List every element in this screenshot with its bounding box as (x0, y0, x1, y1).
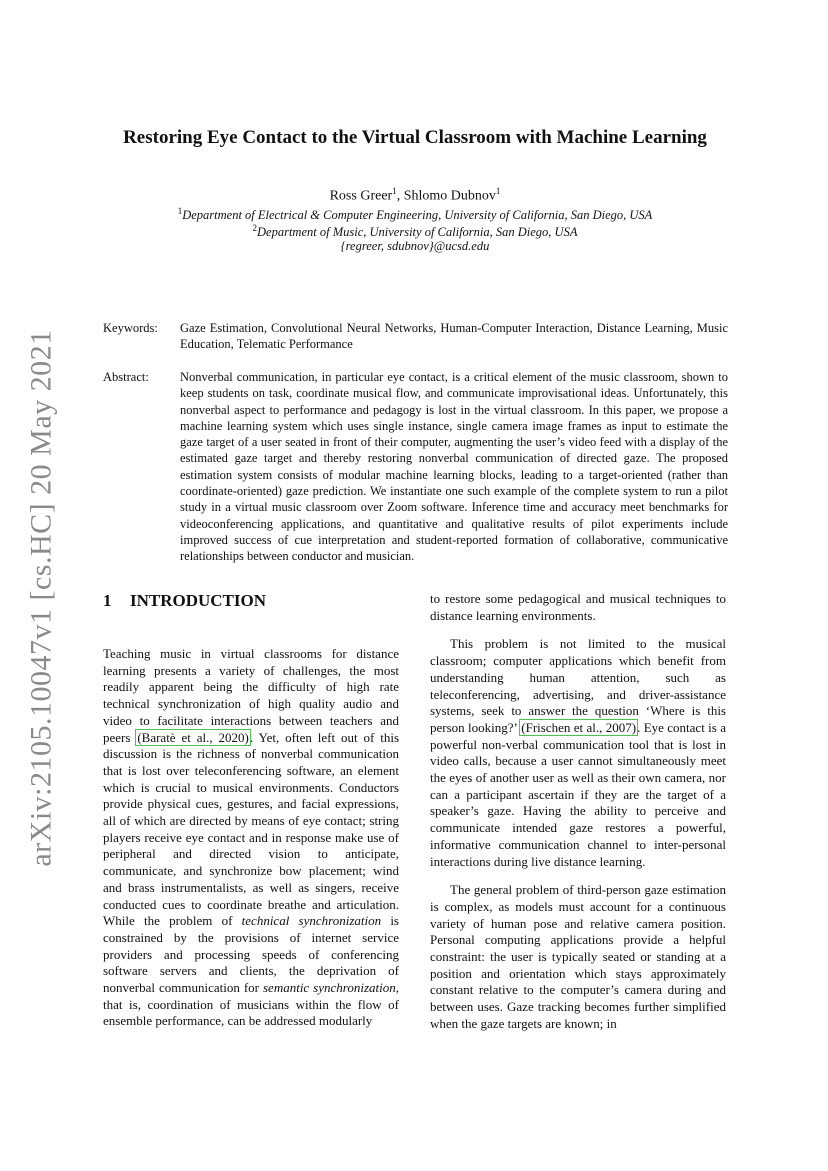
intro-paragraph-1 (103, 646, 399, 1030)
intro-paragraph-continued: to restore some pedagogical and musical techniques to distance learning environments. (430, 591, 726, 623)
citation-link[interactable]: (Baratè et al., 2020) (137, 729, 249, 745)
author-name: Shlomo Dubnov (403, 188, 496, 204)
paragraph-text: . Yet, often left out of this discussion is the richness of nonverbal communication that is lost over teleconferencing software, an element which is crucial to musical environments. Conductors provide physical cues, gestures, and facial expressions, all of which are directed by means of eye contact; string players receive eye contact and in response make use of peripheral and directed vision to anticipate, communicate, and synchronize bow placement; wind and brass instrumentalists, as well as singers, receive conducted cues to coordinate breathe and articulation. While the problem of (103, 729, 399, 929)
author-name: Ross Greer (329, 188, 393, 204)
arxiv-identifier: arXiv:2105.10047v1 [cs.HC] 20 May 2021 (25, 329, 58, 867)
affiliation-text: Department of Music, University of California, San Diego, USA (257, 225, 578, 240)
abstract-label: Abstract: (103, 370, 149, 384)
paragraph-text: This problem is not limited to the musical classroom; computer applications which benefit from understanding human attention, such as teleconferencing, advertising, and driver-assistance systems, seek to answer the question ‘Where is this person looking?’ (430, 636, 726, 735)
arxiv-side-stamp (22, 329, 62, 867)
paragraph-text: , that is, coordination of musicians within the flow of ensemble performance, can be addressed modularly (103, 980, 400, 1029)
right-column (430, 591, 726, 1033)
intro-paragraph-2 (430, 636, 726, 870)
keywords-text: Gaze Estimation, Convolutional Neural Networks, Human-Computer Interaction, Distance Learning, Music Education, Telematic Performance (180, 321, 728, 352)
paragraph-text: Teaching music in virtual classrooms for distance learning presents a variety of challenges, the most readily apparent being the difficulty of high rate technical synchronization of high quality audio and video to facilitate interactions between teachers and peers (103, 646, 399, 745)
affiliation-mark: 1 (392, 186, 397, 196)
affiliation-2 (100, 223, 730, 240)
affiliation-mark: 2 (252, 223, 258, 233)
email-text: {regreer, sdubnov}@ucsd.edu (340, 239, 490, 253)
affiliation-1 (100, 206, 730, 223)
citation-link[interactable]: (Frischen et al., 2007) (521, 719, 637, 735)
intro-paragraph-3: The general problem of third-person gaze estimation is complex, as models must account for a continuous variety of human pose and relative camera position. Personal computing applications provide a helpful constraint: the user is typically seated or standing at a position and orientation which stays approximately constant relative to the computer’s camera during and between uses. Gaze tracking becomes further simplified when the gaze targets are known; in (430, 882, 726, 1031)
left-column (103, 591, 399, 1030)
emphasized-term: technical synchronization (241, 913, 382, 929)
section-number: 1 (103, 591, 112, 610)
affiliation-text: Department of Electrical & Computer Engineering, University of California, San Diego, USA (182, 208, 653, 223)
emphasized-term: semantic synchronization (262, 980, 396, 996)
section-title: INTRODUCTION (130, 591, 267, 610)
abstract-text: Nonverbal communication, in particular eye contact, is a critical element of the music classroom, shown to keep students on task, coordinate musical flow, and communicate improvisational ideas. Unfortunately, this nonverbal aspect to performance and pedagogy is lost in the virtual classroom. In this paper, we propose a machine learning system which uses single instance, single camera image frames as input to estimate the gaze target of a user seated in front of their computer, augmenting the user’s video feed with a display of the estimated gaze target and thereby restoring nonverbal communication of directed gaze. The proposed estimation system consists of modular machine learning blocks, leading to a target-oriented (rather than coordinate-oriented) gaze prediction. We instantiate one such example of the complete system to run a pilot study in a virtual music classroom over Zoom software. Inference time and accuracy meet benchmarks for videoconferencing applications, and quantitative and qualitative results of pilot experiments include improved success of cue interpretation and student-reported formation of collaborative, communicative relationships between conductor and musician. (180, 370, 728, 564)
paragraph-text: . Eye contact is a powerful non-verbal communication tool that is lost in video calls, because a user cannot simultaneously meet the eyes of another user as well as their own camera, nor can a participant ascertain if they are the target of a speaker’s gaze. Having the ability to perceive and communicate intended gaze restores a powerful, informative communication channel to inter-personal interactions during live distance learning. (430, 719, 726, 869)
affiliation-mark: 1 (495, 186, 501, 196)
author-emails (100, 239, 730, 254)
keywords-label: Keywords: (103, 321, 158, 335)
affiliation-mark: 1 (177, 206, 183, 216)
author-list (100, 186, 730, 205)
paper-title: Restoring Eye Contact to the Virtual Classroom with Machine Learning (123, 127, 707, 148)
paragraph-text: is constrained by the provisions of internet service providers and processing speeds of conferencing software servers and clients, the deprivation of nonverbal communication for (103, 913, 399, 996)
author-separator: , (396, 188, 404, 204)
section-heading (103, 591, 399, 611)
